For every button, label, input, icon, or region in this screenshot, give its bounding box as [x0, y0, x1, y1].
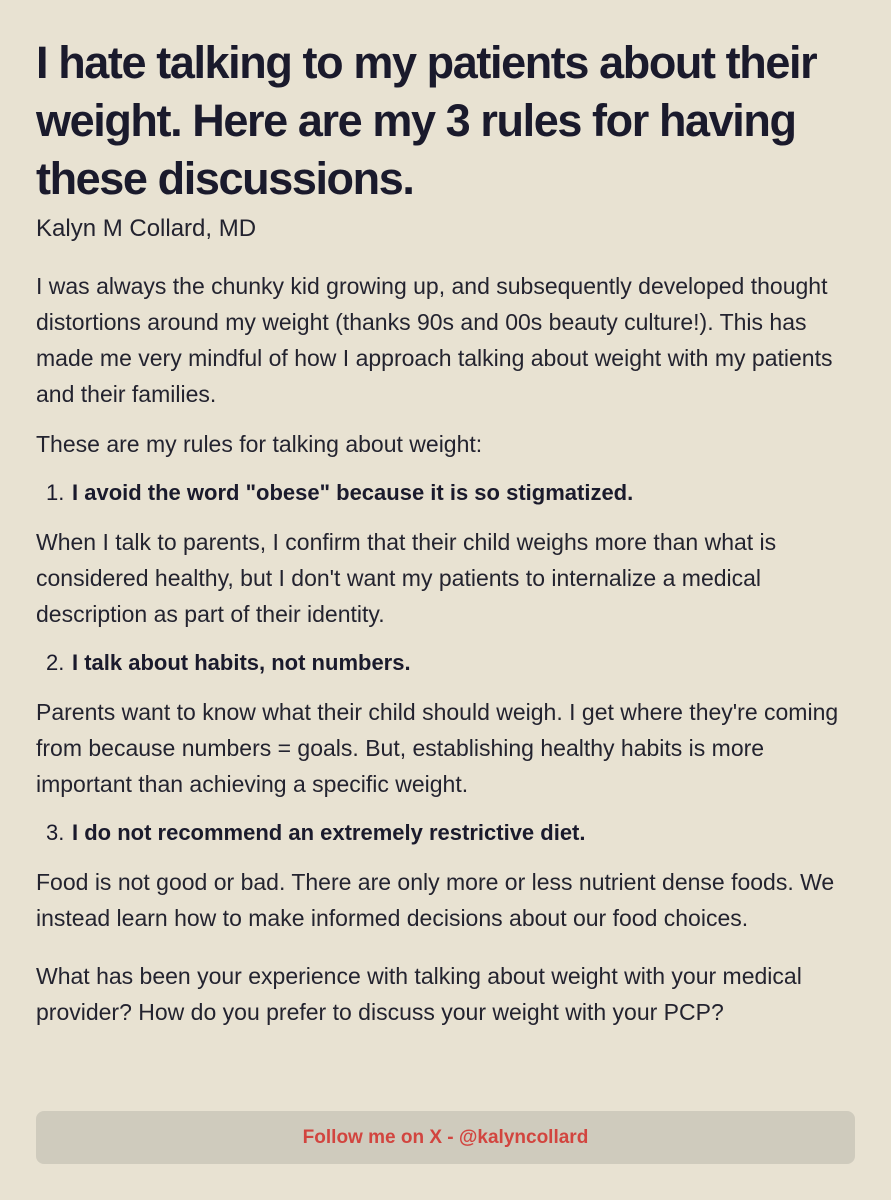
- intro-paragraph: I was always the chunky kid growing up, and subsequently developed thought distortions around my weight (thanks 90s and 00s beauty culture!). This has made me very mindful of how I approach talking about weight with my patients and their families.: [36, 273, 833, 407]
- rule-heading-2: [36, 646, 855, 680]
- follow-link[interactable]: Follow me on X - @kalyncollard: [302, 1126, 589, 1148]
- rule-heading-text: I avoid the word "obese" because it is so stigmatized.: [72, 480, 634, 505]
- closing-paragraph: What has been your experience with talking about weight with your medical provider? How do you prefer to discuss your weight with your PCP?: [36, 963, 802, 1025]
- follow-banner[interactable]: [36, 1111, 855, 1164]
- rule-body-1: When I talk to parents, I confirm that their child weighs more than what is considered healthy, but I don't want my patients to internalize a medical description as part of their identity.: [36, 529, 777, 627]
- rule-heading-3: [36, 816, 855, 850]
- rule-heading-1: [36, 476, 855, 510]
- post-author: Kalyn M Collard, MD: [36, 215, 257, 242]
- rules-lead-paragraph: These are my rules for talking about weight:: [36, 431, 483, 457]
- rule-body-2: Parents want to know what their child should weigh. I get where they're coming from because numbers = goals. But, establishing healthy habits is more important than achieving a specific weight.: [36, 699, 839, 797]
- post-title: I hate talking to my patients about their weight. Here are my 3 rules for having these discussions.: [36, 37, 817, 204]
- rule-heading-text: I do not recommend an extremely restrictive diet.: [72, 820, 586, 845]
- rule-heading-text: I talk about habits, not numbers.: [72, 650, 411, 675]
- rule-number: 2.: [46, 650, 65, 675]
- rule-body-3: Food is not good or bad. There are only more or less nutrient dense foods. We instead learn how to make informed decisions about our food choices.: [36, 869, 835, 931]
- rule-number: 1.: [46, 480, 65, 505]
- rule-number: 3.: [46, 820, 65, 845]
